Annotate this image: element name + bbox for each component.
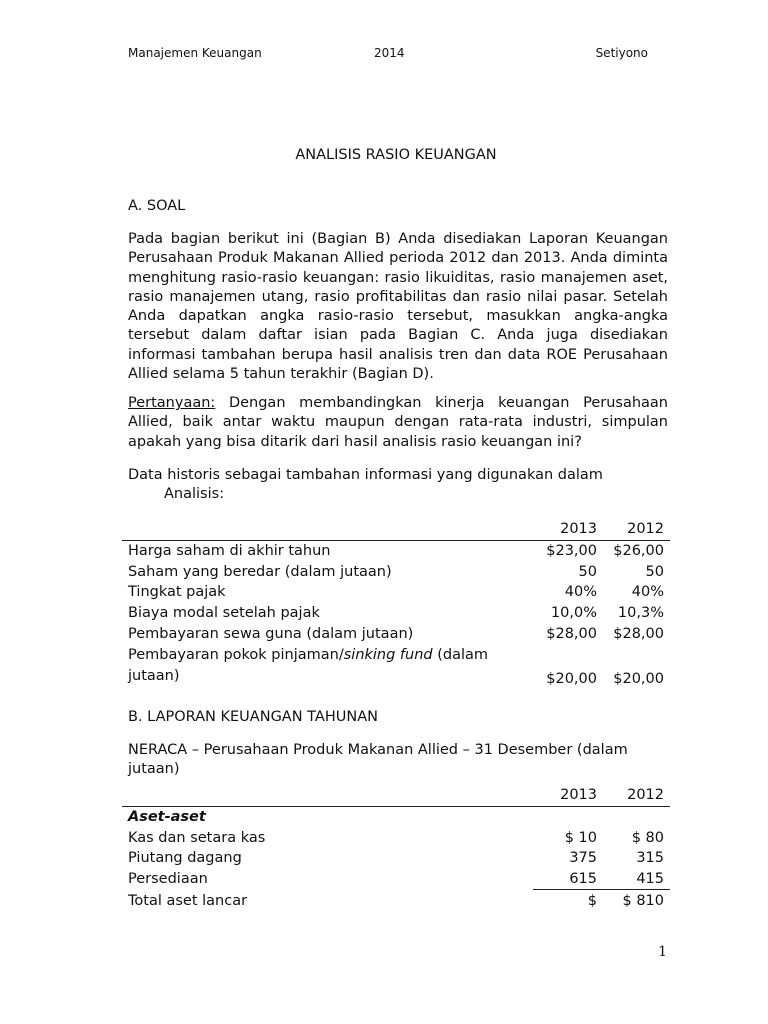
question-label: Pertanyaan: xyxy=(128,395,216,411)
value-2012: $28,00 xyxy=(613,625,664,642)
section-a-heading: A. SOAL xyxy=(128,198,186,214)
value-2013: 50 xyxy=(578,563,597,580)
header-course: Manajemen Keuangan xyxy=(128,46,262,60)
table-header-row xyxy=(122,519,670,540)
value-2012: 315 xyxy=(636,850,664,867)
value-2013: $28,00 xyxy=(546,625,597,642)
table-header-row xyxy=(122,785,670,806)
value-2012: 10,3% xyxy=(617,605,664,622)
group-row xyxy=(122,806,670,827)
column-header-2012: 2012 xyxy=(603,785,670,806)
total-2013: $ xyxy=(587,892,597,909)
value-2012: $20,00 xyxy=(613,671,664,688)
historical-intro xyxy=(128,466,668,505)
total-2012: $ 810 xyxy=(622,892,664,909)
table-row xyxy=(122,603,670,624)
table-row xyxy=(122,540,670,561)
historical-intro-line1: Data historis sebagai tambahan informasi yang digunakan dalam xyxy=(128,467,603,483)
value-2012: $ 80 xyxy=(631,829,664,846)
value-2013: $20,00 xyxy=(546,671,597,688)
value-2013: $ 10 xyxy=(564,829,597,846)
value-2013: 10,0% xyxy=(550,605,597,622)
column-header-2012: 2012 xyxy=(603,519,670,540)
total-label: Total aset lancar xyxy=(128,892,248,909)
intro-paragraph: Pada bagian berikut ini (Bagian B) Anda disediakan Laporan Keuangan Perusahaan Produk Makanan Allied perioda 2012 dan 2013. Anda diminta menghitung rasio-rasio keuangan: rasio likuiditas, rasio manajemen aset, rasio manajemen utang, rasio profitabilitas dan rasio nilai pasar. Setelah Anda dapatkan angka rasio-rasio tersebut, masukkan angka-angka tersebut dalam daftar isian pada Bagian C. Anda juga disediakan informasi tambahan berupa hasil analisis tren dan data ROE Perusahaan Allied selama 5 tahun terakhir (Bagian D). xyxy=(128,231,668,383)
table-row xyxy=(122,623,670,644)
row-label: Tingkat pajak xyxy=(128,584,226,601)
table-row xyxy=(122,582,670,603)
page-number: 1 xyxy=(658,944,667,960)
value-2012: $26,00 xyxy=(613,543,664,560)
document-title: ANALISIS RASIO KEUANGAN xyxy=(295,147,497,163)
table-row xyxy=(122,827,670,848)
header-author: Setiyono xyxy=(595,46,648,60)
row-label: Harga saham di akhir tahun xyxy=(128,543,331,560)
table-row xyxy=(122,644,670,687)
value-2012: 50 xyxy=(645,563,664,580)
row-label: Persediaan xyxy=(128,871,208,888)
group-label: Aset-aset xyxy=(128,809,206,826)
value-2013: 40% xyxy=(564,584,597,601)
historical-intro-line2: Analisis: xyxy=(164,486,225,503)
historical-data-table xyxy=(122,519,670,687)
header-year: 2014 xyxy=(374,46,405,60)
question-paragraph xyxy=(128,394,668,452)
row-label: Saham yang beredar (dalam jutaan) xyxy=(128,563,392,580)
table-row xyxy=(122,848,670,869)
value-2013: 375 xyxy=(569,850,597,867)
total-row xyxy=(122,890,670,911)
row-label: Pembayaran pokok pinjaman/sinking fund (dalam jutaan) xyxy=(128,647,489,685)
row-label: Piutang dagang xyxy=(128,850,242,867)
table-row xyxy=(122,561,670,582)
value-2012: 40% xyxy=(631,584,664,601)
value-2012: 415 xyxy=(603,869,670,890)
column-header-2013: 2013 xyxy=(533,519,603,540)
row-label: Pembayaran sewa guna (dalam jutaan) xyxy=(128,625,414,642)
value-2013: 615 xyxy=(533,869,603,890)
row-label: Biaya modal setelah pajak xyxy=(128,605,320,622)
value-2013: $23,00 xyxy=(546,543,597,560)
page-header xyxy=(128,46,668,62)
balance-sheet-table xyxy=(122,785,670,911)
section-b-heading: B. LAPORAN KEUANGAN TAHUNAN xyxy=(128,709,378,725)
column-header-2013: 2013 xyxy=(533,785,603,806)
row-label: Kas dan setara kas xyxy=(128,829,266,846)
balance-sheet-caption: NERACA – Perusahaan Produk Makanan Allied – 31 Desember (dalam jutaan) xyxy=(128,742,628,778)
question-text: Dengan membandingkan kinerja keuangan Perusahaan Allied, baik antar waktu maupun dengan rata-rata industri, simpulan apakah yang bisa ditarik dari hasil analisis rasio keuangan ini? xyxy=(128,395,668,450)
table-row xyxy=(122,869,670,890)
